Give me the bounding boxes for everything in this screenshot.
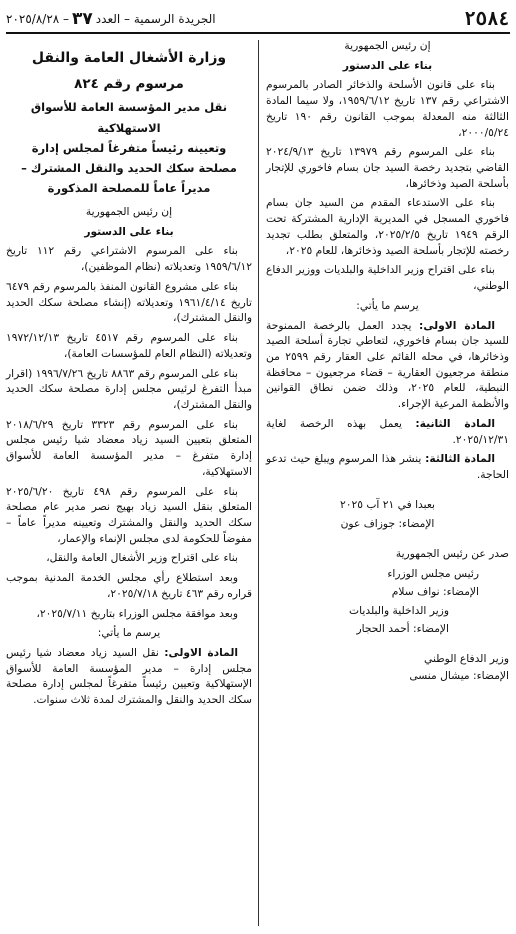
- article-label: المادة الاولى:: [164, 646, 238, 660]
- pm-signature: الإمضاء: نواف سلام: [391, 584, 479, 598]
- decree-number: مرسوم رقم ٨٢٤: [74, 75, 184, 92]
- opening-line: إن رئيس الجمهورية: [85, 205, 173, 219]
- preamble-paragraph: بناء على اقتراح وزير الداخلية والبلديات ووزير الدفاع الوطني،: [266, 263, 509, 293]
- preamble-paragraph: بناء على المرسوم رقم ٤٩٨ تاريخ ٢٠٢٥/٦/٢٠ المتعلق بنقل السيد زياد بهيج نصر مدير عام مصلحة سكك الحديد والنقل والمشترك وتعيينه مديراً عاماً – مفوضاً للحكومة لدى مجلس الإنماء والإعمار،: [6, 484, 252, 545]
- constitution-line: بناء على الدستور: [84, 224, 174, 238]
- decree-title-line: وتعيينه رئيساً متفرغاً لمجلس إدارة: [31, 140, 227, 155]
- issue-info: [6, 9, 216, 29]
- article-label: المادة الثانية:: [415, 416, 495, 430]
- preamble-paragraph: بناء على المرسوم رقم ٤٥١٧ تاريخ ١٩٧٢/١٢/١٣ وتعديلاته (النظام العام للمؤسسات العامة)،: [6, 331, 252, 360]
- preamble-paragraph: بناء على مشروع القانون المنفذ بالمرسوم رقم ٦٤٧٩ تاريخ ١٩٦١/٤/١٤ وتعديلاته (إنشاء مصلحة سكك الحديد والنقل المشترك)،: [6, 279, 253, 325]
- preamble-paragraph: وبعد استطلاع رأي مجلس الخدمة المدنية بموجب قراره رقم ٤٦٣ تاريخ ٢٠٢٥/٧/١٨،: [6, 571, 252, 600]
- preamble-paragraph: بناء على قانون الأسلحة والذخائر الصادر بالمرسوم الاشتراعي رقم ١٣٧ تاريخ ١٩٥٩/٦/١٢، ولا سيما المادة الثالثة منه المعدلة بموجب القانون رقم ١٩٠ تاريخ ٢٠٠٠/٥/٢٤،: [266, 78, 509, 139]
- article-text: ينشر هذا المرسوم ويبلغ حيث تدعو الحاجة.: [266, 452, 509, 481]
- article-paragraph: [266, 451, 509, 482]
- article-text: نقل السيد زياد معضاد شيا رئيس مجلس إدارة – مدير المؤسسة العامة للأسواق الإستهلاكية وتعيين رئيساً متفرغاً لمجلس إدارة مصلحة سكك الحديد والنقل والمشترك لمدة ثلاث سنوات.: [6, 646, 252, 707]
- left-column: [6, 38, 252, 712]
- preamble-paragraph: بناء على المرسوم رقم ٣٣٢٣ تاريخ ٢٠١٨/٦/٢٩ المتعلق بتعيين السيد زياد معضاد شيا رئيس مجلس إدارة متفرغ – مدير المؤسسة العامة للأسواق الاستهلاكية،: [6, 417, 252, 478]
- article-text: يعمل بهذه الرخصة لغاية ٢٠٢٥/١٢/٣١.: [266, 416, 509, 446]
- decree-title: [6, 97, 252, 198]
- article-text: يجدد العمل بالرخصة الممنوحة للسيد جان بسام فاخوري، لتعاطي تجارة أسلحة الصيد وذخائرها، في محله القائم على العقار رقم ٢٥٩٩ من منطقة مرجعيون العقارية – قضاء مرجعيون – محافظة النبطية، للعام ٢٠٢٥، وذلك ضمن نطاق القوانين والأنظمة المرعية الإجراء.: [266, 318, 509, 411]
- page-number: ٢٥٨٤: [464, 8, 510, 30]
- preamble-paragraph: وبعد موافقة مجلس الوزراء بتاريخ ٢٠٢٥/٧/١١،: [36, 606, 238, 620]
- president-signature: الإمضاء: جوزاف عون: [340, 517, 435, 531]
- signing-date: بعبدا في ٢١ آب ٢٠٢٥: [339, 497, 436, 511]
- preamble-paragraph: بناء على اقتراح وزير الأشغال العامة والنقل،: [46, 551, 238, 565]
- decree-title-line: مديراً عاماً للمصلحة المذكورة: [47, 180, 211, 195]
- article-label: المادة الثالثة:: [425, 452, 495, 466]
- gazette-name: الجريدة الرسمية – العدد: [95, 12, 216, 26]
- page-header: [6, 6, 510, 34]
- interior-minister-signature: الإمضاء: أحمد الحجار: [356, 622, 449, 635]
- interior-minister-title: وزير الداخلية والبلديات: [349, 604, 449, 618]
- issue-number: ٣٧: [72, 9, 93, 29]
- preamble-paragraph: بناء على المرسوم رقم ٨٨٦٣ تاريخ ١٩٩٦/٧/٢٦ (اقرار مبدأ التفرغ لرئيس مجلس إدارة مصلحة سكك الحديد والنقل المشترك)،: [6, 366, 252, 411]
- defense-minister-signature: الإمضاء: ميشال منسى: [409, 669, 509, 683]
- issued-by-line: صدر عن رئيس الجمهورية: [395, 547, 509, 561]
- article-label: المادة الاولى:: [419, 318, 496, 332]
- decrees-line: يرسم ما يأتي:: [356, 298, 419, 312]
- decree-title-line: مصلحة سكك الحديد والنقل المشترك –: [21, 160, 237, 175]
- article-paragraph: [266, 416, 509, 447]
- ministry-heading: وزارة الأشغال العامة والنقل: [31, 50, 227, 66]
- preamble-paragraph: بناء على المرسوم رقم ١٣٩٧٩ تاريخ ٢٠٢٤/٩/١٣ القاضي بتجديد رخصة السيد جان بسام فاخوري للإتجار بأسلحة الصيد وذخائرها،: [266, 145, 509, 190]
- constitution-line: بناء على الدستور: [342, 58, 433, 72]
- decrees-line: يرسم ما يأتي:: [97, 626, 161, 640]
- pm-title: رئيس مجلس الوزراء: [387, 566, 479, 580]
- article-paragraph: [266, 318, 509, 412]
- right-column: [266, 38, 509, 688]
- decree-title-line: نقل مدير المؤسسة العامة للأسواق الاستهلاكية: [30, 100, 228, 135]
- preamble-paragraph: بناء على الاستدعاء المقدم من السيد جان بسام فاخوري المسجل في المديرية الإدارية المشتركة تحت الرقم ١٩٤٩ تاريخ ٢٠٢٥/٢/٥، والمتعلق بطلب تجديد رخصته للإتجار بأسلحة الصيد وذخائرها، للعام ٢٠٢٥،: [266, 196, 509, 257]
- opening-line: إن رئيس الجمهورية: [344, 39, 431, 52]
- article-paragraph: [6, 645, 252, 708]
- defense-minister-title: وزير الدفاع الوطني: [424, 651, 509, 665]
- preamble-paragraph: بناء على المرسوم الاشتراعي رقم ١١٢ تاريخ ١٩٥٩/٦/١٢ وتعديلاته (نظام الموظفين)،: [6, 244, 252, 274]
- column-divider: [258, 40, 259, 926]
- issue-date: – ٢٠٢٥/٨/٢٨: [6, 12, 70, 26]
